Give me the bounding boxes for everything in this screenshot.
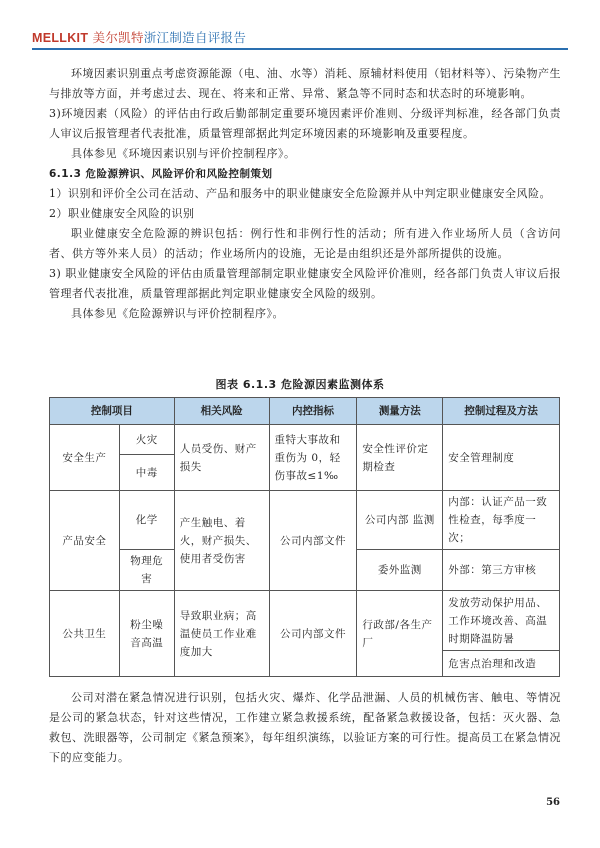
cell-safety-fire: 火灾 — [119, 425, 174, 455]
paragraph-env-factors: 环境因素识别重点考虑资源能源（电、油、水等）消耗、原辅材料使用（铝材料等）、污染物产生与排放等方面，并考虑过去、现在、将来和正常、异常、紧急等不同时态和状态时的环境影响。 — [49, 67, 561, 100]
cell-product-item: 产品安全 — [50, 491, 120, 591]
cell-safety-method: 安全性评价定期检查 — [357, 425, 443, 491]
page-header — [32, 28, 246, 46]
brand-logo-text: MELLKIT — [32, 31, 89, 45]
page-number: 56 — [546, 797, 560, 808]
paragraph-ohs-evaluation: 3) 职业健康安全风险的评估由质量管理部制定职业健康安全风险评价准则，经各部门负责人审议后报管理者代表批准，质量管理部据此判定职业健康安全风险的级别。 — [49, 267, 561, 300]
cell-safety-item: 安全生产 — [50, 425, 120, 491]
cell-health-risk: 导致职业病；高温使员工作业难度加大 — [174, 591, 269, 677]
cell-product-chemical: 化学 — [119, 491, 174, 550]
hazard-monitoring-table — [49, 397, 560, 677]
table-header-row — [50, 398, 560, 425]
cell-product-physical: 物理危害 — [119, 550, 174, 591]
cell-product-process-external: 外部：第三方审核 — [443, 550, 560, 591]
table-row — [50, 591, 560, 651]
report-title: 浙江制造自评报告 — [143, 30, 247, 45]
paragraph-env-evaluation: 3)环境因素（风险）的评估由行政后勤部制定重要环境因素评价准则、分级评判标准，经各部门负责人审议后报管理者代表批准，质量管理部据此判定环境因素的环境影响及重要程度。 — [49, 107, 561, 140]
header-control-item: 控制项目 — [50, 398, 175, 425]
table-row — [50, 425, 560, 455]
cell-product-process-internal: 内部：认证产品一致性检查，每季度一次； — [443, 491, 560, 550]
cell-health-process-protection: 发放劳动保护用品、工作环境改善、高温时期降温防暑 — [443, 591, 560, 651]
cell-health-method: 行政部/各生产厂 — [357, 591, 443, 677]
cell-product-risk: 产生触电、着火，财产损失、使用者受伤害 — [174, 491, 269, 591]
bottom-text-block — [49, 688, 561, 768]
header-indicator: 内控指标 — [269, 398, 357, 425]
cell-health-item: 公共卫生 — [50, 591, 120, 677]
cell-product-indicator: 公司内部文件 — [269, 491, 357, 591]
cell-safety-indicator: 重特大事故和重伤为 0，轻伤事故≤1‰ — [269, 425, 357, 491]
paragraph-env-reference: 具体参见《环境因素识别与评价控制程序》。 — [71, 147, 296, 160]
cell-safety-poison: 中毒 — [119, 455, 174, 491]
header-method: 测量方法 — [357, 398, 443, 425]
paragraph-hazard-scope: 职业健康安全危险源的辨识包括：例行性和非例行性的活动；所有进入作业场所人员（含访问者、供方等外来人员）的活动；作业场所内的设施，无论是由组织还是外部所提供的设施。 — [49, 227, 561, 260]
header-process: 控制过程及方法 — [443, 398, 560, 425]
header-divider — [32, 48, 568, 50]
top-text-block — [49, 64, 561, 324]
section-heading: 6.1.3 危险源辨识、风险评价和风险控制策划 — [49, 168, 273, 180]
cell-health-indicator: 公司内部文件 — [269, 591, 357, 677]
cell-product-method-external: 委外监测 — [357, 550, 443, 591]
cell-health-process-hazard: 危害点治理和改造 — [443, 651, 560, 677]
paragraph-identify: 1）识别和评价全公司在活动、产品和服务中的职业健康安全危险源并从中判定职业健康安全风险。 — [49, 187, 551, 200]
paragraph-emergency: 公司对潜在紧急情况进行识别，包括火灾、爆炸、化学品泄漏、人员的机械伤害、触电、等情况是公司的紧急状态，针对这些情况，工作建立紧急救援系统，配备紧急救援设备，包括：灭火器、急救包、洗眼器等，公司制定《紧急预案》，每年组织演练，以验证方案的可行性。提高员工在紧急情况下的应变能力。 — [49, 691, 561, 764]
table-row — [50, 491, 560, 550]
cell-health-sub: 粉尘噪音高温 — [119, 591, 174, 677]
cell-safety-process: 安全管理制度 — [443, 425, 560, 491]
header-risk: 相关风险 — [174, 398, 269, 425]
cell-product-method-internal: 公司内部 监测 — [357, 491, 443, 550]
company-name: 美尔凯特 — [92, 30, 144, 45]
paragraph-hazard-reference: 具体参见《危险源辨识与评价控制程序》。 — [71, 307, 284, 320]
cell-safety-risk: 人员受伤、财产损失 — [174, 425, 269, 491]
paragraph-ohs-identification: 2）职业健康安全风险的识别 — [49, 207, 195, 220]
table-caption: 图表 6.1.3 危险源因素监测体系 — [215, 378, 385, 391]
